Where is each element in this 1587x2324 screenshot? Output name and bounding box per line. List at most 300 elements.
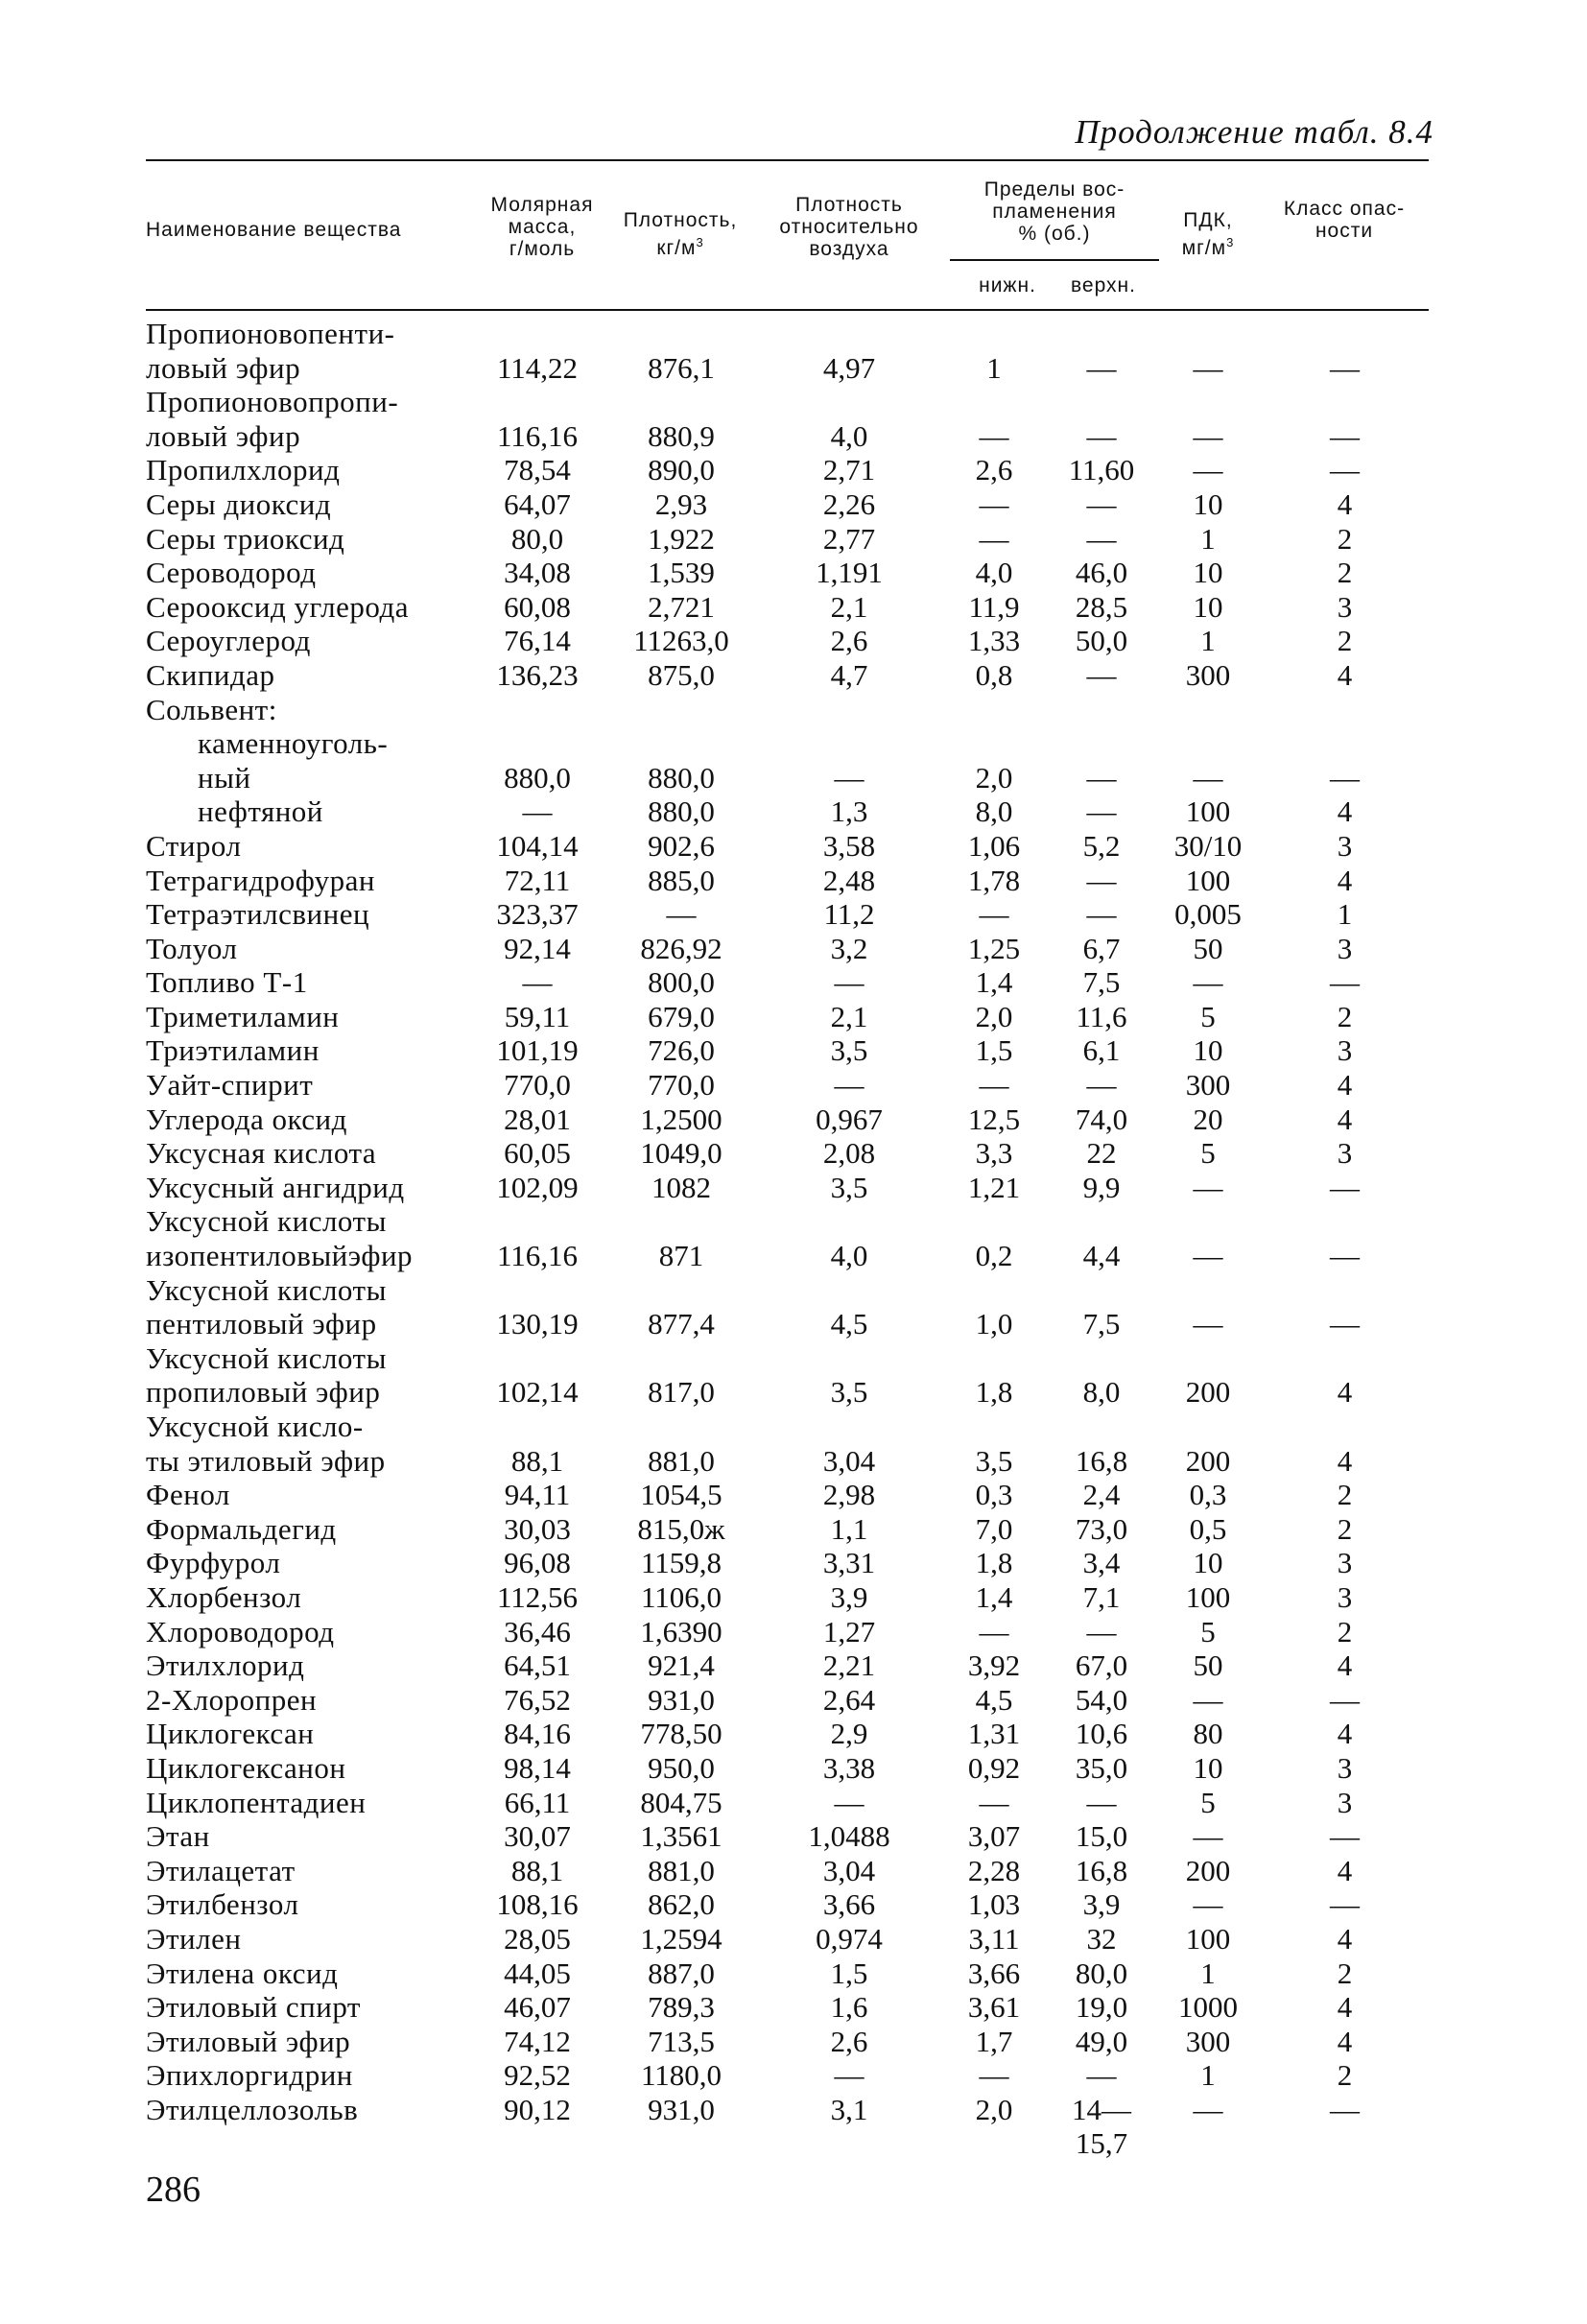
table-cell: 3 <box>1337 1579 1353 1614</box>
table-row <box>146 2093 1429 2127</box>
page-number: 286 <box>146 2170 201 2210</box>
table-cell: 3 <box>1337 589 1353 624</box>
table-cell <box>1261 726 1429 761</box>
table-cell: 98,14 <box>504 1750 571 1785</box>
table-cell: 4,97 <box>822 350 876 385</box>
substance-name: Фенол <box>146 1478 230 1512</box>
table-cell: 2 <box>1337 1956 1353 1990</box>
table-cell: — <box>1086 2058 1117 2093</box>
table-cell: — <box>1330 1239 1360 1273</box>
table-cell: 300 <box>1185 2024 1231 2058</box>
table-cell: 4,0 <box>830 418 868 453</box>
table-cell: 1082 <box>651 1170 711 1204</box>
table-row <box>146 1786 1429 1820</box>
table-cell: 2,77 <box>822 521 876 556</box>
table-cell: 1,21 <box>967 1170 1021 1204</box>
table-cell <box>940 1410 1048 1444</box>
table-cell: — <box>1193 1682 1223 1717</box>
table-row <box>146 1751 1429 1786</box>
substance-name: Уксусной кисло- <box>146 1410 364 1443</box>
table-cell <box>1261 1273 1429 1308</box>
table-row <box>146 726 1429 761</box>
table-row <box>146 1887 1429 1922</box>
table-cell <box>1048 1410 1155 1444</box>
table-cell: 92,52 <box>504 2058 571 2093</box>
table-cell: 78,54 <box>504 453 571 487</box>
header-pdk <box>1165 209 1251 259</box>
table-row <box>146 1136 1429 1171</box>
header-density-unit-text: кг/м <box>656 237 697 259</box>
table-cell <box>1048 1273 1155 1308</box>
substance-name: Уксусная кислота <box>146 1136 377 1171</box>
table-cell <box>604 1341 758 1376</box>
table-cell: 1,3 <box>830 794 868 829</box>
table-cell: — <box>1193 453 1223 487</box>
table-cell: 2,48 <box>822 863 876 897</box>
table-row <box>146 522 1429 557</box>
table-cell: 4 <box>1337 1990 1353 2025</box>
substance-name: нефтяной <box>198 794 323 829</box>
header-molar-mass-line: г/моль <box>509 238 576 260</box>
table-row <box>146 1580 1429 1615</box>
table-cell: 3,5 <box>830 1033 868 1068</box>
table-cell: — <box>979 1068 1009 1103</box>
table-cell: 1 <box>986 350 1002 385</box>
table-cell: 16,8 <box>1075 1443 1128 1478</box>
substance-name: Хлороводород <box>146 1614 335 1648</box>
table-row <box>146 1341 1429 1376</box>
substance-name: Пропионовопропи- <box>146 385 399 419</box>
table-cell <box>940 1341 1048 1376</box>
table-cell: — <box>1193 1887 1223 1922</box>
table-row <box>146 932 1429 966</box>
header-hazard-line: Класс опас- <box>1283 198 1406 220</box>
table-cell: 104,14 <box>496 828 579 863</box>
table-cell: 1054,5 <box>640 1478 722 1512</box>
table-cell: 200 <box>1185 1443 1231 1478</box>
table-cell: — <box>1330 1819 1360 1854</box>
table-cell: 770,0 <box>648 1068 715 1103</box>
table-cell: 74,12 <box>504 2024 571 2058</box>
table-cell: 2,721 <box>648 589 715 624</box>
table-cell: — <box>1086 657 1117 692</box>
table-cell: 11,9 <box>968 589 1020 624</box>
table-cell: 804,75 <box>640 1785 722 1819</box>
table-cell: — <box>1193 965 1223 1000</box>
table-cell: 3,04 <box>822 1443 876 1478</box>
substance-name: Циклогексан <box>146 1717 315 1751</box>
table-cell: 64,51 <box>504 1648 571 1683</box>
table-cell: 28,5 <box>1075 589 1128 624</box>
table-row <box>146 385 1429 419</box>
table-cell: 28,01 <box>504 1102 571 1136</box>
table-row <box>146 1000 1429 1034</box>
table-cell <box>470 1410 604 1444</box>
table-cell: — <box>1330 965 1360 1000</box>
table-cell: 10 <box>1193 589 1223 624</box>
table-cell: 2,1 <box>830 999 868 1033</box>
table-cell: 7,0 <box>975 1511 1013 1546</box>
table-row <box>146 1956 1429 1991</box>
table-cell <box>1048 693 1155 727</box>
table-cell: 5 <box>1200 1785 1216 1819</box>
table-cell <box>758 693 940 727</box>
table-cell: 1049,0 <box>640 1136 722 1171</box>
table-cell <box>1155 726 1261 761</box>
table-cell: 1,6390 <box>640 1614 722 1648</box>
table-cell: — <box>1193 350 1223 385</box>
table-cell <box>470 317 604 351</box>
table-cell: 679,0 <box>648 999 715 1033</box>
table-cell: 100 <box>1185 794 1231 829</box>
table-cell: 4 <box>1337 486 1353 521</box>
table-cell: — <box>1193 1307 1223 1341</box>
table-cell: 116,16 <box>496 1239 579 1273</box>
table-cell: 100 <box>1185 863 1231 897</box>
table-row <box>146 2058 1429 2093</box>
table-cell: 101,19 <box>496 1033 579 1068</box>
table-cell: 10 <box>1193 486 1223 521</box>
table-body <box>146 317 1429 2161</box>
table-cell: — <box>1086 897 1117 932</box>
substance-name: Серы триоксид <box>146 521 345 556</box>
table-cell <box>1048 317 1155 351</box>
table-cell: 817,0 <box>648 1375 715 1410</box>
table-cell: 323,37 <box>496 897 579 932</box>
header-density-unit <box>608 231 752 259</box>
table-cell: 200 <box>1185 1853 1231 1887</box>
table-cell: 0,974 <box>816 1921 883 1956</box>
table-cell: 102,09 <box>496 1170 579 1204</box>
table-cell: 10 <box>1193 1033 1223 1068</box>
header-limits-subrule <box>950 259 1159 261</box>
table-cell: 3,92 <box>967 1648 1021 1683</box>
table-cell: — <box>522 965 553 1000</box>
table-cell <box>1261 1410 1429 1444</box>
header-pdk-unit-exp: 3 <box>1226 235 1235 249</box>
substance-name <box>146 2126 470 2161</box>
table-cell: 880,0 <box>648 794 715 829</box>
substance-name: Этилхлорид <box>146 1648 305 1683</box>
substance-name: пропиловый эфир <box>146 1375 381 1410</box>
table-cell: 46,07 <box>504 1990 571 2025</box>
table-cell: — <box>1330 1307 1360 1341</box>
table-row <box>146 1103 1429 1137</box>
table-cell: 72,11 <box>504 863 571 897</box>
table-cell: 11,6 <box>1076 999 1127 1033</box>
table-cell: 1106,0 <box>640 1579 722 1614</box>
table-cell: 67,0 <box>1075 1648 1128 1683</box>
table-cell: 2,0 <box>975 999 1013 1033</box>
table-row <box>146 1444 1429 1479</box>
table-cell <box>470 1273 604 1308</box>
table-cell: 84,16 <box>504 1717 571 1751</box>
header-density-line: Плотность, <box>623 209 738 231</box>
table-cell: 0,967 <box>816 1102 883 1136</box>
table-cell: 300 <box>1185 1068 1231 1103</box>
table-cell: 3,61 <box>967 1990 1021 2025</box>
table-cell: 1,6 <box>830 1990 868 2025</box>
table-cell: — <box>979 1785 1009 1819</box>
table-cell: 1,78 <box>967 863 1021 897</box>
table-cell: 2 <box>1337 1511 1353 1546</box>
table-cell: 950,0 <box>648 1750 715 1785</box>
table-cell: 200 <box>1185 1375 1231 1410</box>
table-cell: — <box>979 521 1009 556</box>
table-cell: 2 <box>1337 2058 1353 2093</box>
table-cell: 50,0 <box>1075 624 1128 658</box>
substance-name: Сероводород <box>146 556 317 590</box>
table-cell: 94,11 <box>504 1478 571 1512</box>
table-row <box>146 1819 1429 1854</box>
table-row <box>146 1922 1429 1956</box>
substance-name: Этан <box>146 1819 210 1854</box>
table-cell: 3,9 <box>1082 1887 1121 1922</box>
table-cell: 2 <box>1337 556 1353 590</box>
table-cell: 0,005 <box>1174 897 1242 932</box>
table-cell: 3,2 <box>830 931 868 965</box>
substance-name: изопентиловыйэфир <box>146 1239 414 1273</box>
table-cell <box>470 2126 604 2161</box>
table-cell <box>1155 693 1261 727</box>
substance-name: Формальдегид <box>146 1511 337 1546</box>
table-row <box>146 1615 1429 1649</box>
table-cell: — <box>1086 1614 1117 1648</box>
table-cell: 3,4 <box>1082 1546 1121 1580</box>
table-cell <box>758 385 940 419</box>
table-cell <box>604 1410 758 1444</box>
table-cell: 2 <box>1337 999 1353 1033</box>
table-cell: — <box>979 897 1009 932</box>
substance-name: Уксусной кислоты <box>146 1204 387 1239</box>
table-cell: 2 <box>1337 521 1353 556</box>
table-row <box>146 590 1429 625</box>
table-cell: 713,5 <box>648 2024 715 2058</box>
table-cell: — <box>1330 350 1360 385</box>
table-cell: 8,0 <box>1082 1375 1121 1410</box>
table-cell <box>604 385 758 419</box>
substance-name: Скипидар <box>146 657 275 692</box>
header-limits-line: пламенения <box>992 201 1117 223</box>
table-cell: 7,5 <box>1082 965 1121 1000</box>
table-cell <box>470 726 604 761</box>
table-cell: 1,1 <box>830 1511 868 1546</box>
substance-name: Топливо Т-1 <box>146 965 308 1000</box>
table-cell: 32 <box>1086 1921 1117 1956</box>
table-cell: 5 <box>1200 1136 1216 1171</box>
table-cell: 3,58 <box>822 828 876 863</box>
table-cell: 3 <box>1337 828 1353 863</box>
table-cell: 2,0 <box>975 760 1013 794</box>
table-row <box>146 487 1429 522</box>
table-cell <box>1048 1204 1155 1239</box>
table-cell: 3,38 <box>822 1750 876 1785</box>
table-cell: — <box>1086 521 1117 556</box>
substance-name: Толуол <box>146 931 238 965</box>
table-cell: 4,7 <box>830 657 868 692</box>
table-cell: 931,0 <box>648 1682 715 1717</box>
table-cell <box>1261 2126 1429 2161</box>
table-cell: 1,06 <box>967 828 1021 863</box>
table-cell: 2,93 <box>654 486 708 521</box>
table-cell: 30,03 <box>504 1511 571 1546</box>
table-cell: 1159,8 <box>640 1546 722 1580</box>
table-cell: 10 <box>1193 1750 1223 1785</box>
substance-name: Этиловый спирт <box>146 1990 361 2025</box>
substance-name: Сольвент: <box>146 692 277 726</box>
table-row <box>146 965 1429 1000</box>
table-cell: — <box>834 760 865 794</box>
table-cell: 5 <box>1200 999 1216 1033</box>
table-cell: 6,7 <box>1082 931 1121 965</box>
table-row <box>146 1854 1429 1888</box>
table-cell: — <box>1086 1068 1117 1103</box>
table-cell: 1,33 <box>967 624 1021 658</box>
table-cell <box>758 1410 940 1444</box>
table-cell: — <box>979 2058 1009 2093</box>
header-top-rule <box>146 159 1429 161</box>
table-cell: 4 <box>1337 2024 1353 2058</box>
table-cell: 15,7 <box>1075 2126 1128 2161</box>
table-cell: 59,11 <box>504 999 571 1033</box>
substance-name: Этилацетат <box>146 1853 296 1887</box>
table-cell <box>940 1204 1048 1239</box>
table-cell <box>940 317 1048 351</box>
header-density-unit-exp: 3 <box>696 235 704 249</box>
table-row <box>146 897 1429 932</box>
table-row <box>146 624 1429 658</box>
table-cell <box>604 726 758 761</box>
substance-name: Углерода оксид <box>146 1102 347 1136</box>
table-cell: 881,0 <box>648 1853 715 1887</box>
table-cell: 0,5 <box>1189 1511 1227 1546</box>
table-row <box>146 2126 1429 2161</box>
table-cell: — <box>1086 794 1117 829</box>
table-cell <box>1261 1204 1429 1239</box>
table-cell: 10 <box>1193 1546 1223 1580</box>
table-cell: — <box>1330 760 1360 794</box>
table-cell: 136,23 <box>496 657 579 692</box>
table-cell: 880,0 <box>504 760 571 794</box>
substance-name: Серы диоксид <box>146 486 332 521</box>
table-cell: 2 <box>1337 624 1353 658</box>
table-cell <box>470 693 604 727</box>
table-cell: 3,5 <box>830 1375 868 1410</box>
table-cell <box>1155 317 1261 351</box>
table-cell: 2,6 <box>975 453 1013 487</box>
table-cell: 4 <box>1337 863 1353 897</box>
header-name: Наименование вещества <box>146 219 402 241</box>
header-relative-density <box>758 194 940 260</box>
table-cell: 1180,0 <box>640 2058 722 2093</box>
table-row <box>146 1648 1429 1683</box>
table-row <box>146 453 1429 487</box>
substance-name: ловый эфир <box>146 350 301 385</box>
table-cell: 1,7 <box>975 2024 1013 2058</box>
table-cell: 3,9 <box>830 1579 868 1614</box>
table-cell <box>1048 726 1155 761</box>
table-cell: 5 <box>1200 1614 1216 1648</box>
table-cell: 1 <box>1200 1956 1216 1990</box>
table-cell <box>758 1204 940 1239</box>
table-cell: 3,3 <box>975 1136 1013 1171</box>
table-cell: 880,9 <box>648 418 715 453</box>
table-cell: — <box>1330 418 1360 453</box>
table-cell: 880,0 <box>648 760 715 794</box>
table-cell: 6,1 <box>1082 1033 1121 1068</box>
table-cell <box>758 1341 940 1376</box>
table-cell: 50 <box>1193 931 1223 965</box>
table-row <box>146 693 1429 727</box>
table-row <box>146 1273 1429 1308</box>
table-cell: 30,07 <box>504 1819 571 1854</box>
table-cell: 14— <box>1072 2092 1131 2126</box>
table-cell: 1,0 <box>975 1307 1013 1341</box>
table-cell: 108,16 <box>496 1887 579 1922</box>
substance-name: ный <box>198 760 251 794</box>
table-cell: 73,0 <box>1075 1511 1128 1546</box>
header-pdk-unit <box>1165 231 1251 259</box>
header-pdk-line: ПДК, <box>1183 209 1233 231</box>
table-cell: 60,05 <box>504 1136 571 1171</box>
table-cell: 931,0 <box>648 2092 715 2126</box>
table-cell: 4 <box>1337 1921 1353 1956</box>
table-cell: 1,8 <box>975 1546 1013 1580</box>
table-cell: 102,14 <box>496 1375 579 1410</box>
table-cell: 60,08 <box>504 589 571 624</box>
header-hazard-line: ности <box>1315 220 1374 242</box>
table-cell <box>470 1204 604 1239</box>
table-cell: 2,0 <box>975 2092 1013 2126</box>
table-cell <box>758 2126 940 2161</box>
substance-name: Тетраэтилсвинец <box>146 897 370 932</box>
table-cell: 1,539 <box>648 556 715 590</box>
table-row <box>146 1033 1429 1068</box>
table-cell: 80,0 <box>1075 1956 1128 1990</box>
substance-name: Хлорбензол <box>146 1579 302 1614</box>
table-cell: 4,5 <box>830 1307 868 1341</box>
table-row <box>146 794 1429 829</box>
table-cell: 3 <box>1337 931 1353 965</box>
table-cell: 112,56 <box>496 1579 579 1614</box>
substance-name: ты этиловый эфир <box>146 1443 386 1478</box>
table-cell: 3 <box>1337 1546 1353 1580</box>
table-cell: — <box>1330 1682 1360 1717</box>
table-cell: — <box>1086 863 1117 897</box>
table-cell: — <box>1330 1887 1360 1922</box>
table-cell: — <box>1330 2092 1360 2126</box>
table-cell: — <box>1086 418 1117 453</box>
table-cell: 890,0 <box>648 453 715 487</box>
table-cell: — <box>1193 1170 1223 1204</box>
header-molar-mass-line: Молярная <box>490 194 594 216</box>
table-cell: 885,0 <box>648 863 715 897</box>
table-cell: 10,6 <box>1075 1717 1128 1751</box>
table-cell: 778,50 <box>640 1717 722 1751</box>
table-cell: 34,08 <box>504 556 571 590</box>
table-cell: 1,25 <box>967 931 1021 965</box>
table-cell: — <box>834 2058 865 2093</box>
table-cell: 2,4 <box>1082 1478 1121 1512</box>
table-cell: 66,11 <box>504 1785 571 1819</box>
table-row <box>146 658 1429 693</box>
table-cell: 887,0 <box>648 1956 715 1990</box>
table-cell: 800,0 <box>648 965 715 1000</box>
table-row <box>146 1239 1429 1273</box>
table-cell: 1,922 <box>648 521 715 556</box>
table-cell: 2,21 <box>822 1648 876 1683</box>
substance-name: Этилбензол <box>146 1887 299 1922</box>
